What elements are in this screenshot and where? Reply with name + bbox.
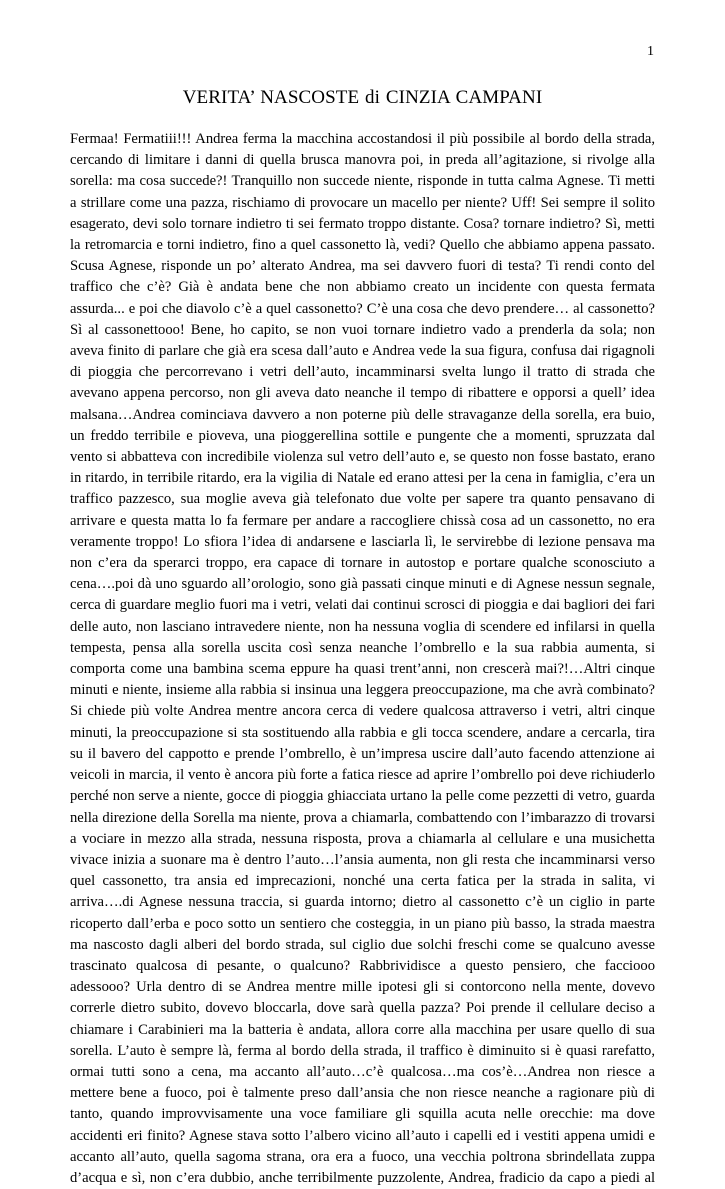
text-line: Fermaa! Fermatiii!!! Andrea ferma la macchina accostandosi il più possibile al bordo della strada, <box>70 131 655 147</box>
text-line: comporta come una bambina scema eppure ha quasi trent’anni, non crescerà mai?!…Altri cinque <box>70 661 655 678</box>
text-line: mettere bene a fuoco, poi è talmente preso dall’ansia che non riesce neanche a ragionare più di <box>70 1085 655 1102</box>
text-line: correrle dietro subito, dovevo bloccarla, dove sarà quella pazza? Poi prende il cellulare deciso a <box>70 1000 655 1017</box>
text-line: vivace inizia a suonare ma è dentro l’auto…l’ansia aumenta, non gli resta che incamminarsi verso <box>70 851 655 868</box>
text-line: minuti e niente, insieme alla rabbia si insinua una leggera preoccupazione, ma che avrà combinato? <box>70 682 655 699</box>
text-line: Scusa Agnese, risponde un po’ alterato Andrea, ma sei davvero fuori di testa? Ti rendi conto del <box>70 258 655 275</box>
text-line: traffico pazzesco, sua moglie aveva già telefonato due volte per sapere tra quanto pensavano di <box>70 491 655 508</box>
text-line: trascinato qualcosa di pesante, o qualcuno? Rabbrividisce a questo pensiero, che facciooo <box>70 957 655 974</box>
text-line: avevano appena percorso, non gli aveva dato neanche il tempo di ribattere e opporsi a quell’ idea <box>70 385 655 402</box>
story-title: VERITA’ NASCOSTE di CINZIA CAMPANI <box>182 87 543 108</box>
text-line: cena….poi dà uno sguardo all’orologio, sono già passati cinque minuti e di Agnese nessun segnale, <box>70 576 655 593</box>
text-line: assurda... e poi che diavolo c’è a quel cassonetto? C’è una cosa che devo prendere… al cassonetto? <box>70 300 655 317</box>
text-line: chiamare i Carabinieri ma la batteria è andata, allora corre alla macchina per usare quello di sua <box>70 1021 655 1038</box>
text-line: veicoli in marcia, il vento è ancora più forte a fatica riesce ad aprire l’ombrello poi deve richiuderlo <box>70 767 655 784</box>
text-line: nella direzione della Sorella ma niente, prova a chiamarla, combattendo con l’imbarazzo di trovarsi <box>70 809 655 826</box>
text-line: adessooo? Urla dentro di se Andrea mentre mille ipotesi gli si contorcono nella mente, dovevo <box>70 979 655 996</box>
text-line: in ritardo, in terribile ritardo, era la vigilia di Natale ed erano attesi per la cena in famiglia, c’era un <box>70 470 655 487</box>
text-line: veramente troppo! Lo sfiora l’idea di andarsene e lasciarla lì, le servirebbe di lezione pensava ma <box>70 533 655 550</box>
page-number: 1 <box>647 44 654 59</box>
text-line: ma nascosto dagli alberi del bordo strada, sul ciglio due solchi freschi come se qualcuno avesse <box>70 936 655 953</box>
text-line: delle auto, non lasciano intravedere niente, non ha nessuna voglia di scendere ed infilarsi in quella <box>70 618 655 635</box>
text-line: accanto all’auto, quella sagoma strana, ora era a fuoco, una vecchia poltrona sbrindellata zuppa <box>70 1148 655 1165</box>
text-line: Si chiede più volte Andrea mentre ancora cerca di vedere qualcosa attraverso i vetri, altri cinque <box>70 703 655 720</box>
text-line: quel cassonetto, tra ansia ed imprecazioni, nonché una certa fatica per la strada in salita, vi <box>70 873 655 890</box>
text-line: d’acqua e sì, non c’era dubbio, anche terribilmente puzzolente, Andrea, fradicio da capo a piedi al <box>70 1169 655 1186</box>
text-line: a strillare come una pazza, rischiamo di provocare un macello per niente? Uff! Sei sempre il solito <box>70 194 655 211</box>
text-line: arriva….di Agnese nessuna traccia, si guarda intorno; dietro al cassonetto c’è un ciglio in parte <box>70 894 655 911</box>
text-line: traffico che c’è? Già è andata bene che non abbiamo creato un incidente con questa fermata <box>70 279 655 296</box>
story-body <box>70 129 655 1189</box>
text-line: minuti, la preoccupazione si sta sostituendo alla rabbia e gli tocca scendere, andare a cercarla, tira <box>70 724 655 741</box>
text-line: un freddo terribile e pioveva, una pioggerellina sottile e pungente che a momenti, spruzzata dal <box>70 427 655 444</box>
text-line: perché non serve a niente, gocce di pioggia ghiacciata urtano la pelle come pezzetti di vetro, guarda <box>70 788 655 805</box>
text-line: tempesta, pensa alla sorella uscita così senza neanche l’ombrello e la sua rabbia aumenta, si <box>70 639 655 656</box>
text-line: ricoperto dall’erba e poco sotto un sentiero che costeggia, in un piano più basso, la strada maestra <box>70 915 655 932</box>
text-line: cerca di guardare meglio fuori ma i vetri, velati dai continui scrosci di pioggia e dai bagliori dei fari <box>70 597 655 614</box>
text-line: sorella. L’auto è sempre là, ferma al bordo della strada, il traffico è diminuito si è quasi rarefatto, <box>70 1042 655 1059</box>
text-line: accidenti eri finito? Agnese stava sotto l’albero vicino all’auto i capelli ed i vestiti appena umidi e <box>70 1127 655 1144</box>
text-line: aveva finito di parlare che già era scesa dall’auto e Andrea vede la sua figura, confusa dai rigagnoli <box>70 343 655 360</box>
text-line: sorella: ma cosa succede?! Tranquillo non succede niente, risponde in tutta calma Agnese. Ti metti <box>70 173 655 190</box>
text-line: esagerato, devi solo tornare indietro ti sei fermato troppo distante. Cosa? tornare indietro? Sì, metti <box>70 215 655 232</box>
text-line: tanto, quando improvvisamente una voce familiare gli squilla acuta nelle orecchie: ma dove <box>70 1106 655 1123</box>
text-line: malsana…Andrea cominciava davvero a non poterne più delle stravaganze della sorella, era buio, <box>70 406 655 423</box>
text-line: su il bavero del cappotto e prende l’ombrello, è un’impresa uscire dall’auto facendo attenzione ai <box>70 745 655 762</box>
text-line: Sì al cassonettooo! Bene, ho capito, se non vuoi tornare indietro vado a prenderla da sola; non <box>70 321 655 338</box>
text-line: di pioggia che percorrevano i vetri dell’auto, incamminarsi svelta lungo il tratto di strada che <box>70 364 655 381</box>
text-line: a vociare in mezzo alla strada, nessuna risposta, prova a chiamarla al cellulare e una musichetta <box>70 830 655 847</box>
text-line: non c’era da sperarci troppo, era capace di tornare in autostop e portare qualche sconosciuto a <box>70 555 655 572</box>
text-line: vento si abbatteva con incredibile violenza sul vetro dell’auto e, se questo non fosse bastato, erano <box>70 449 655 466</box>
text-line: cercando di limitare i danni di quella brusca manovra poi, in preda all’agitazione, si rivolge alla <box>70 152 655 169</box>
text-line: arrivare e questa matta lo fa fermare per andare a raccogliere chissà cosa ad un cassonetto, no era <box>70 512 655 529</box>
text-line: la retromarcia e torni indietro, fino a quel cassonetto là, vedi? Quello che abbiamo appena passato. <box>70 237 655 254</box>
text-line: ormai tutti sono a cena, ma accanto all’auto…c’è qualcosa…ma cos’è…Andrea non riesce a <box>70 1063 655 1080</box>
